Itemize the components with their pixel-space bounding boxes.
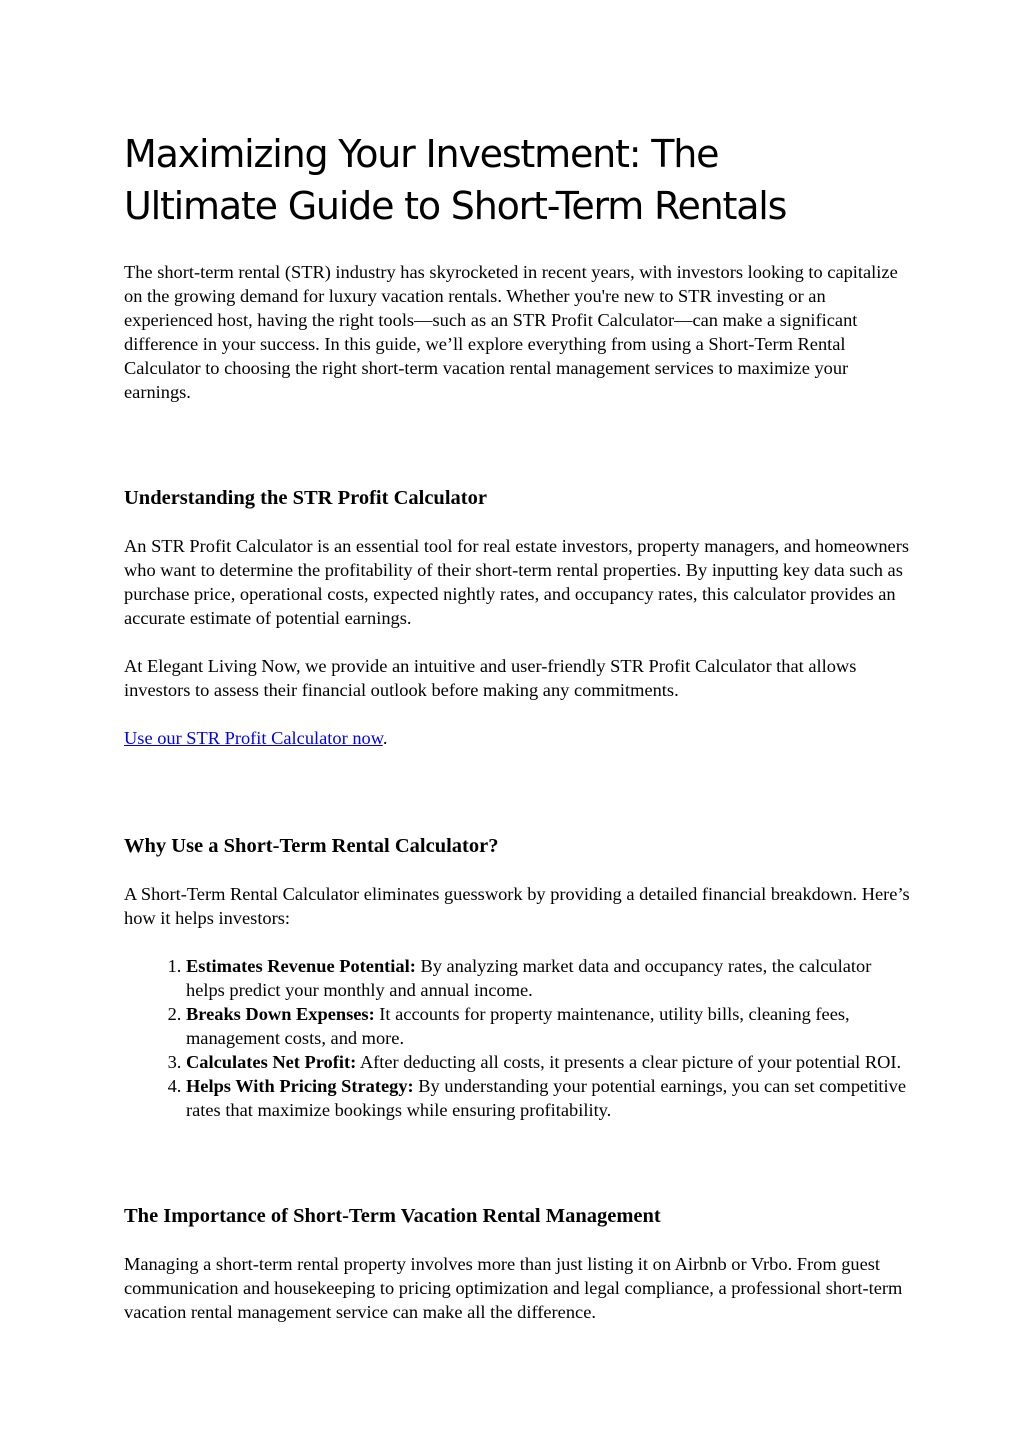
list-item-text: By analyzing market data and occupancy rates, the calculator helps predict your monthly and annual income.: [186, 956, 872, 1000]
section1-paragraph-1: An STR Profit Calculator is an essential tool for real estate investors, property managers, and homeowners who want to determine the profitability of their short-term rental properties. By inputting key data such as purchase price, operational costs, expected nightly rates, and occupancy rates, this calculator provides an accurate estimate of potential earnings.: [124, 536, 909, 628]
str-profit-calculator-link[interactable]: Use our STR Profit Calculator now: [124, 728, 383, 748]
list-item-label: Helps With Pricing Strategy:: [186, 1076, 414, 1096]
section-heading-rental-management: The Importance of Short-Term Vacation Rental Management: [124, 1205, 661, 1227]
calculator-link-line: [124, 726, 914, 750]
list-item: [186, 954, 914, 1002]
page-title-line-2: Ultimate Guide to Short-Term Rentals: [124, 184, 787, 228]
list-item: [186, 1050, 914, 1074]
list-item-label: Estimates Revenue Potential:: [186, 956, 416, 976]
list-item-text: It accounts for property maintenance, utility bills, cleaning fees, management costs, and more.: [186, 1004, 850, 1048]
list-item-label: Breaks Down Expenses:: [186, 1004, 375, 1024]
list-item-text: After deducting all costs, it presents a clear picture of your potential ROI.: [356, 1052, 902, 1072]
section-heading-why-use-calculator: Why Use a Short-Term Rental Calculator?: [124, 835, 499, 857]
benefits-list: [124, 954, 914, 1122]
section3-paragraph-1: Managing a short-term rental property involves more than just listing it on Airbnb or Vrbo. From guest communication and housekeeping to pricing optimization and legal compliance, a professional short-term vacation rental management service can make all the difference.: [124, 1254, 903, 1322]
section-heading-str-profit-calculator: Understanding the STR Profit Calculator: [124, 487, 487, 509]
list-item-label: Calculates Net Profit:: [186, 1052, 357, 1072]
list-item: [186, 1002, 914, 1050]
document-page: [124, 128, 914, 1324]
list-item-text: By understanding your potential earnings, you can set competitive rates that maximize bookings while ensuring profitability.: [186, 1076, 907, 1120]
page-title-line-1: Maximizing Your Investment: The: [124, 132, 719, 176]
list-item: [186, 1074, 914, 1122]
page-title: [124, 128, 914, 232]
link-suffix: .: [382, 728, 388, 748]
intro-paragraph: The short-term rental (STR) industry has skyrocketed in recent years, with investors looking to capitalize on the growing demand for luxury vacation rentals. Whether you're new to STR investing or an experienced host, having the right tools—such as an STR Profit Calculator—can make a significant difference in your success. In this guide, we’ll explore everything from using a Short-Term Rental Calculator to choosing the right short-term vacation rental management services to maximize your earnings.: [124, 262, 898, 402]
section1-paragraph-2: At Elegant Living Now, we provide an intuitive and user-friendly STR Profit Calculator that allows investors to assess their financial outlook before making any commitments.: [124, 656, 857, 700]
section2-paragraph-1: A Short-Term Rental Calculator eliminates guesswork by providing a detailed financial breakdown. Here’s how it helps investors:: [124, 884, 910, 928]
